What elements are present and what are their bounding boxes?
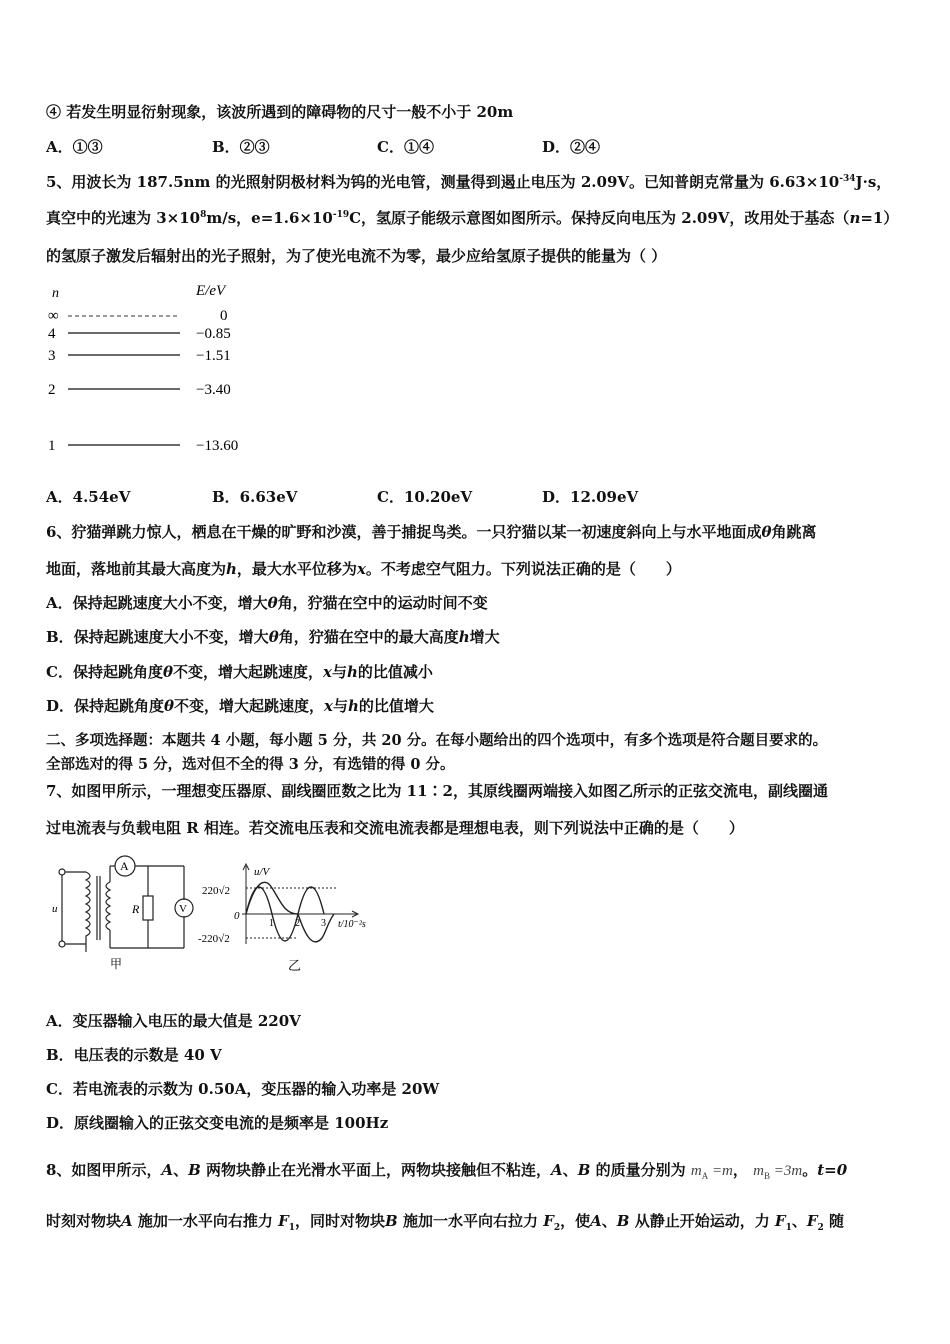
q4-option-b: B．②③ xyxy=(212,138,270,156)
level-n-1: 1 xyxy=(48,438,56,454)
q5-option-d: D．12.09eV xyxy=(542,488,639,506)
wave-xlabel: t/10⁻²s xyxy=(338,919,366,930)
q7-option-a: A．变压器输入电压的最大值是 220V xyxy=(46,1012,301,1030)
level-n-2: 2 xyxy=(48,382,56,398)
level-e-4: −0.85 xyxy=(196,326,231,342)
section2-line1: 二、多项选择题：本题共 4 小题，每小题 5 分，共 20 分。在每小题给出的四个选项中，有多个选项是符合题目要求的。 xyxy=(46,732,828,749)
wave-tick-3: 3 xyxy=(321,918,326,929)
q5-line1: 5、用波长为 187.5nm 的光照射阴极材料为钨的光电管，测量得到遏止电压为 2.09V。已知普朗克常量为 $6.63\times 10^{-34}J\cdot s$， xyxy=(46,173,892,191)
q7-option-d: D．原线圈输入的正弦交变电流的是频率是 100Hz xyxy=(46,1114,389,1132)
sine-wave xyxy=(246,882,334,942)
wave-ylabel: u/V xyxy=(254,866,270,878)
wave-ymin: -220√2 xyxy=(198,933,230,945)
input-voltage-label: u xyxy=(52,903,58,915)
mass-a-formula: $m_A =m$ xyxy=(690,1163,733,1181)
circuit-figure xyxy=(48,852,198,974)
primary-coil xyxy=(86,872,90,952)
q5-option-b: B．6.63eV xyxy=(212,488,298,506)
q4-item4: ④ 若发生明显衍射现象，该波所遇到的障碍物的尺寸一般不小于 20m xyxy=(46,103,514,121)
level-e-3: −1.51 xyxy=(196,348,231,364)
level-e-2: −3.40 xyxy=(196,382,231,398)
input-terminal-bottom xyxy=(59,941,65,947)
level-n-3: 3 xyxy=(48,348,56,364)
resistor xyxy=(143,896,153,920)
level-n-4: 4 xyxy=(48,326,56,342)
voltmeter-label: V xyxy=(179,903,187,915)
q4-option-c: C．①④ xyxy=(377,138,434,156)
q7-line1: 7、如图甲所示，一理想变压器原、副线圈匝数之比为 11∶2，其原线圈两端接入如图乙所示的正弦交流电，副线圈通 xyxy=(46,782,828,800)
level-e-inf: 0 xyxy=(220,308,228,324)
resistor-label: R xyxy=(132,902,140,916)
input-terminal-top xyxy=(59,869,65,875)
section2-line2: 全部选对的得 5 分，选对但不全的得 3 分，有选错的得 0 分。 xyxy=(46,756,455,773)
q8-line2: 时刻对物块A 施加一水平向右推力 $F_1$，同时对物块B 施加一水平向右拉力 $F_2$，使A、B 从静止开始运动，力 $F_1$、$F_2$ 随 xyxy=(46,1212,845,1233)
q5-line2: 真空中的光速为 $3\times 10^8m/s$，$e=1.6\times 10^{-19}C$，氢原子能级示意图如图所示。保持反向电压为 2.09V，改用处于基态（n=1） xyxy=(46,209,899,227)
q6-option-d: D．保持起跳角度θ不变，增大起跳速度，x与h的比值增大 xyxy=(46,697,434,715)
q5-option-a: A．4.54eV xyxy=(46,488,131,506)
q6-option-b: B．保持起跳速度大小不变，增大θ角，狞猫在空中的最大高度h增大 xyxy=(46,628,500,646)
energy-col-n: n xyxy=(52,286,59,301)
level-n-inf: ∞ xyxy=(48,308,59,324)
level-e-1: −13.60 xyxy=(196,438,239,454)
q6-option-a: A．保持起跳速度大小不变，增大θ角，狞猫在空中的运动时间不变 xyxy=(46,594,488,612)
figure-yi-caption: 乙 xyxy=(288,958,302,973)
mass-b-formula: $m_B =3m$ xyxy=(753,1163,803,1181)
q7-option-c: C．若电流表的示数为 0.50A，变压器的输入功率是 20W xyxy=(46,1080,440,1098)
q7-option-b: B．电压表的示数是 40 V xyxy=(46,1046,222,1064)
ammeter-label: A xyxy=(120,859,129,873)
q8-line1: 8、如图甲所示，A、B 两物块静止在光滑水平面上，两物块接触但不粘连，A、B 的质量分别为 $m_A =m$， $m_B =3m$。t=0 xyxy=(46,1161,848,1181)
voltage-waveform-figure xyxy=(198,862,378,974)
q5-option-c: C．10.20eV xyxy=(377,488,473,506)
secondary-coil xyxy=(106,882,110,930)
energy-col-e: E/eV xyxy=(196,283,226,299)
wave-tick-1: 1 xyxy=(269,918,274,929)
figure-jia-caption: 甲 xyxy=(110,957,123,971)
q4-option-d: D．②④ xyxy=(542,138,601,156)
wave-tick-2: 2 xyxy=(295,918,300,929)
wave-ymax: 220√2 xyxy=(202,885,231,897)
q4-option-a: A．①③ xyxy=(46,138,103,156)
q6-line2: 地面，落地前其最大高度为h，最大水平位移为x。不考虑空气阻力。下列说法正确的是（ ） xyxy=(46,560,681,578)
energy-level-diagram xyxy=(40,280,270,460)
q7-line2: 过电流表与负载电阻 R 相连。若交流电压表和交流电流表都是理想电表，则下列说法中正确的是（ ） xyxy=(46,819,744,837)
q6-option-c: C．保持起跳角度θ不变，增大起跳速度，x与h的比值减小 xyxy=(46,663,433,681)
q5-line3: 的氢原子激发后辐射出的光子照射，为了使光电流不为零，最少应给氢原子提供的能量为（ ） xyxy=(46,247,667,265)
wave-origin: 0 xyxy=(234,910,240,922)
q6-line1: 6、狞猫弹跳力惊人，栖息在干燥的旷野和沙漠，善于捕捉鸟类。一只狞猫以某一初速度斜向上与水平地面成θ角跳离 xyxy=(46,523,817,541)
